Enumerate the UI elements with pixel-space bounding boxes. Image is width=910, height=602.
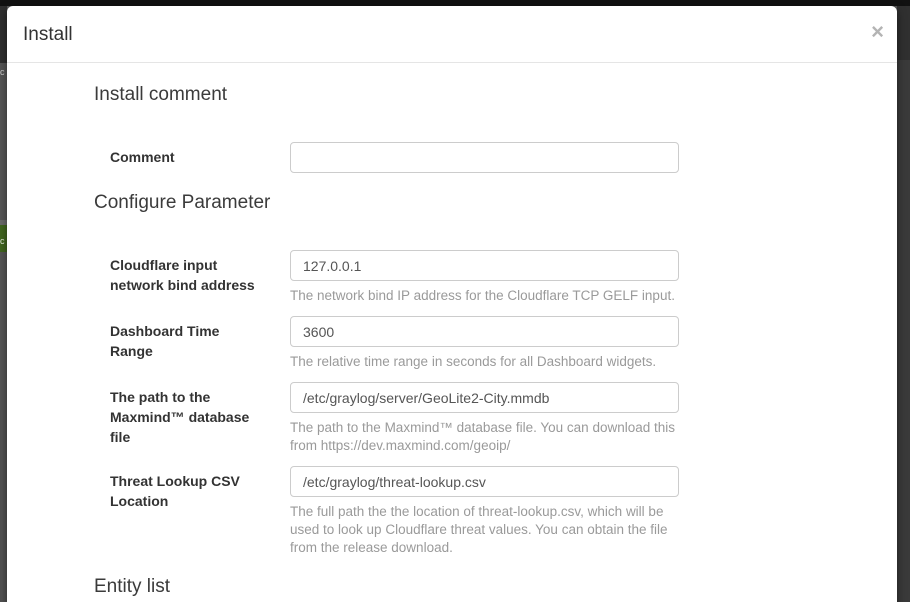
time-range-input[interactable] bbox=[290, 316, 679, 347]
bind-address-column bbox=[290, 250, 682, 305]
threat-lookup-help: The full path the the location of threat-lookup.csv, which will be used to look up Cloudflare threat values. You can obtain the file from the release download. bbox=[290, 504, 668, 555]
bind-address-help: The network bind IP address for the Cloudflare TCP GELF input. bbox=[290, 288, 675, 303]
time-range-label: Dashboard Time Range bbox=[110, 323, 220, 359]
background-right-edge bbox=[897, 6, 910, 602]
modal-header bbox=[7, 6, 897, 63]
threat-lookup-column bbox=[290, 466, 682, 557]
maxmind-path-label: The path to the Maxmind™ database file bbox=[110, 389, 250, 445]
threat-lookup-label: Threat Lookup CSV Location bbox=[110, 473, 240, 509]
background-segment bbox=[0, 63, 7, 220]
form-row-dashboard-time-range bbox=[110, 316, 867, 371]
maxmind-path-input[interactable] bbox=[290, 382, 679, 413]
threat-lookup-input[interactable] bbox=[290, 466, 679, 497]
background-segment bbox=[0, 252, 7, 410]
comment-input[interactable] bbox=[290, 142, 679, 173]
background-left-edge bbox=[0, 0, 7, 602]
maxmind-path-column bbox=[290, 382, 682, 455]
form-row-comment bbox=[110, 142, 867, 173]
section-heading-configure-parameter: Configure Parameter bbox=[94, 192, 271, 213]
bind-address-label: Cloudflare input network bind address bbox=[110, 257, 255, 293]
form-row-maxmind-path bbox=[110, 382, 867, 455]
background-right-edge-top bbox=[897, 6, 910, 60]
form-row-threat-lookup bbox=[110, 466, 867, 557]
section-heading-install-comment: Install comment bbox=[94, 84, 228, 105]
background-text-fragment: c bbox=[0, 67, 5, 77]
comment-label: Comment bbox=[110, 149, 175, 165]
maxmind-path-help: The path to the Maxmind™ database file. You can download this from https://dev.maxmind.com/geoip/ bbox=[290, 420, 676, 453]
modal-body bbox=[7, 63, 897, 602]
background-segment bbox=[0, 6, 7, 63]
modal-title: Install bbox=[23, 24, 73, 45]
time-range-column bbox=[290, 316, 682, 371]
comment-input-column bbox=[290, 142, 682, 173]
close-icon[interactable]: × bbox=[871, 19, 884, 44]
background-text-fragment: c bbox=[0, 236, 5, 246]
time-range-help: The relative time range in seconds for all Dashboard widgets. bbox=[290, 354, 657, 369]
form-row-bind-address bbox=[110, 250, 867, 305]
section-heading-entity-list: Entity list bbox=[94, 576, 171, 597]
install-modal bbox=[7, 6, 897, 602]
background-segment bbox=[0, 410, 7, 602]
bind-address-input[interactable] bbox=[290, 250, 679, 281]
